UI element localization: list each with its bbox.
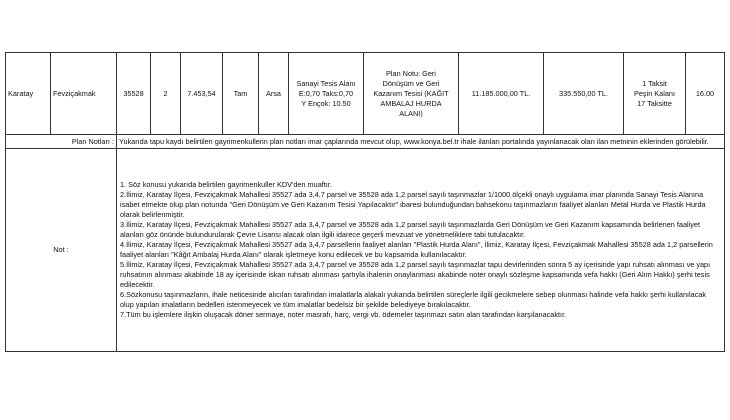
faiz-cell: 16.00 [686, 53, 725, 135]
plan-notlari-text: Yukarıda tapu kaydı belirtilen gayrimenkullerin plan notları imar çaplarında mevcut olup, www.konya.bel.tr ihale ilanları portalında yayınlanacak olan ilan metninin eklerinden görülebilir. [117, 135, 725, 149]
tahmini-bedel-cell: 11.185.000,00 TL. [459, 53, 544, 135]
mahalle-cell: Fevziçakmak [51, 53, 117, 135]
alan-cell: 7.453,54 [181, 53, 223, 135]
plan-notu-line: AMBALAJ HURDA [380, 98, 442, 108]
property-row [6, 53, 725, 135]
auction-table [5, 52, 725, 352]
odeme-line: 17 Taksitte [637, 98, 672, 108]
odeme-line: 1 Taksit [642, 78, 667, 88]
not-text [117, 149, 725, 352]
plan-notlari-row [6, 135, 725, 149]
plan-notlari-label: Plan Notları : [6, 135, 117, 149]
plan-notu-line: ALANI) [399, 108, 423, 118]
odeme-line: Peşin Kalanı [634, 88, 675, 98]
not-item: 4.İlimiz, Karatay İlçesi, Fevziçakmak Mahallesi 35527 ada 3,4,7 parsellerin faaliyet alanları "Plastik Hurda Alanı", İlimiz, Karatay İlçesi, Fevziçakmak Mahallesi 35528 ada 1,2 parsellerin faaliyet alanları "Kâğıt Ambalaj Hurda Alanı" olarak işletmeye konu edilecek ve bu kapsamda kullanılacaktır. [120, 240, 713, 259]
ada-cell: 35528 [117, 53, 151, 135]
not-row [6, 149, 725, 352]
nitelik-cell: Arsa [259, 53, 289, 135]
not-item: 1. Söz konusu yukarıda belirtilen gayrimenkuller KDV'den muaftır. [120, 180, 332, 189]
not-item: 5.İlimiz, Karatay İlçesi, Fevziçakmak Mahallesi 35527 ada 3,4,7 parsel ve 35528 ada 1,2 parsel sayılı taşınmazlar tapu devirlerinden sonra 5 ay içerisinde yapı ruhsatı alınması ve yapı ruhsatının alınması akabinde 18 ay içerisinde iskan ruhsatı alınması şartıyla ihalenin onaylanması akabinde noter onaylı sözleşme kapsamında vefa hakkı (Geri Alım Hakkı) şerhi tesis edilecektir. [120, 260, 711, 289]
odeme-cell [624, 53, 686, 135]
not-item: 3.İlimiz, Karatay İlçesi, Fevziçakmak Mahallesi 35527 ada 3,4,7 parsel ve 35528 ada 1,2 parsel sayılı taşınmazlarda Geri Dönüşüm ve Geri Kazanım kapsamında belirlenen faaliyet alanları göz önünde bulundurularak Çevre Lisansı alacak olan ilgili idarece geçerli mevzuat ve yönetmeliklere tabi tutulacaktır. [120, 220, 700, 239]
imar-line: E:0,70 Taks:0,70 [298, 88, 354, 98]
plan-notu-line: Kazanım Tesisi (KAĞIT [373, 88, 449, 98]
not-item: 2.İlimiz, Karatay İlçesi, Fevziçakmak Mahallesi 35527 ada 3,4,7 parsel ve 35528 ada 1,2 parsel sayılı taşınmazlar 1/1000 ölçekli onaylı uygulama imar planında Sanayi Tesis Alanına isabet etmekte olup plan notunda "Geri Dönüşüm ve Geri Kazanım Tesisi Yapılacaktır" ibaresi bulunduğundan bahsekonu taşınmazların faaliyet alanları Metal Hurda ve Plastik Hurda olarak belirlenmiştir. [120, 190, 706, 219]
plan-notu-line: Dönüşüm ve Geri [382, 78, 440, 88]
plan-notu-line: Plan Notu: Geri [386, 68, 436, 78]
not-item: 6.Sözkonusu taşınmazların, ihale neticesinde alıcıları tarafından imalatlarla alakalı yukarıda belirtilen süreçlerle ilgili gecikmelere sebep olunması halinde vefa hakkı şerhi kullanılacak olup yapılan imalatların bedelleri istenmeyecek ve tüm imalatlar bedelsiz bir şekilde belediyeye bırakılacaktır. [120, 290, 707, 309]
imar-cell [289, 53, 364, 135]
plan-notu-cell [364, 53, 459, 135]
parsel-cell: 2 [151, 53, 181, 135]
ilce-cell: Karatay [6, 53, 51, 135]
teminat-cell: 335.550,00 TL. [544, 53, 624, 135]
imar-line: Sanayi Tesis Alanı [296, 78, 356, 88]
not-item: 7.Tüm bu işlemlere ilişkin oluşacak döner sermaye, noter masrafı, harç, vergi vb. ödemeler taşınmazı satın alan tarafından karşılanacaktır. [120, 310, 567, 319]
not-label: Not : [6, 149, 117, 352]
imar-line: Y Ençok: 10.50 [301, 98, 351, 108]
hisse-cell: Tam [223, 53, 259, 135]
